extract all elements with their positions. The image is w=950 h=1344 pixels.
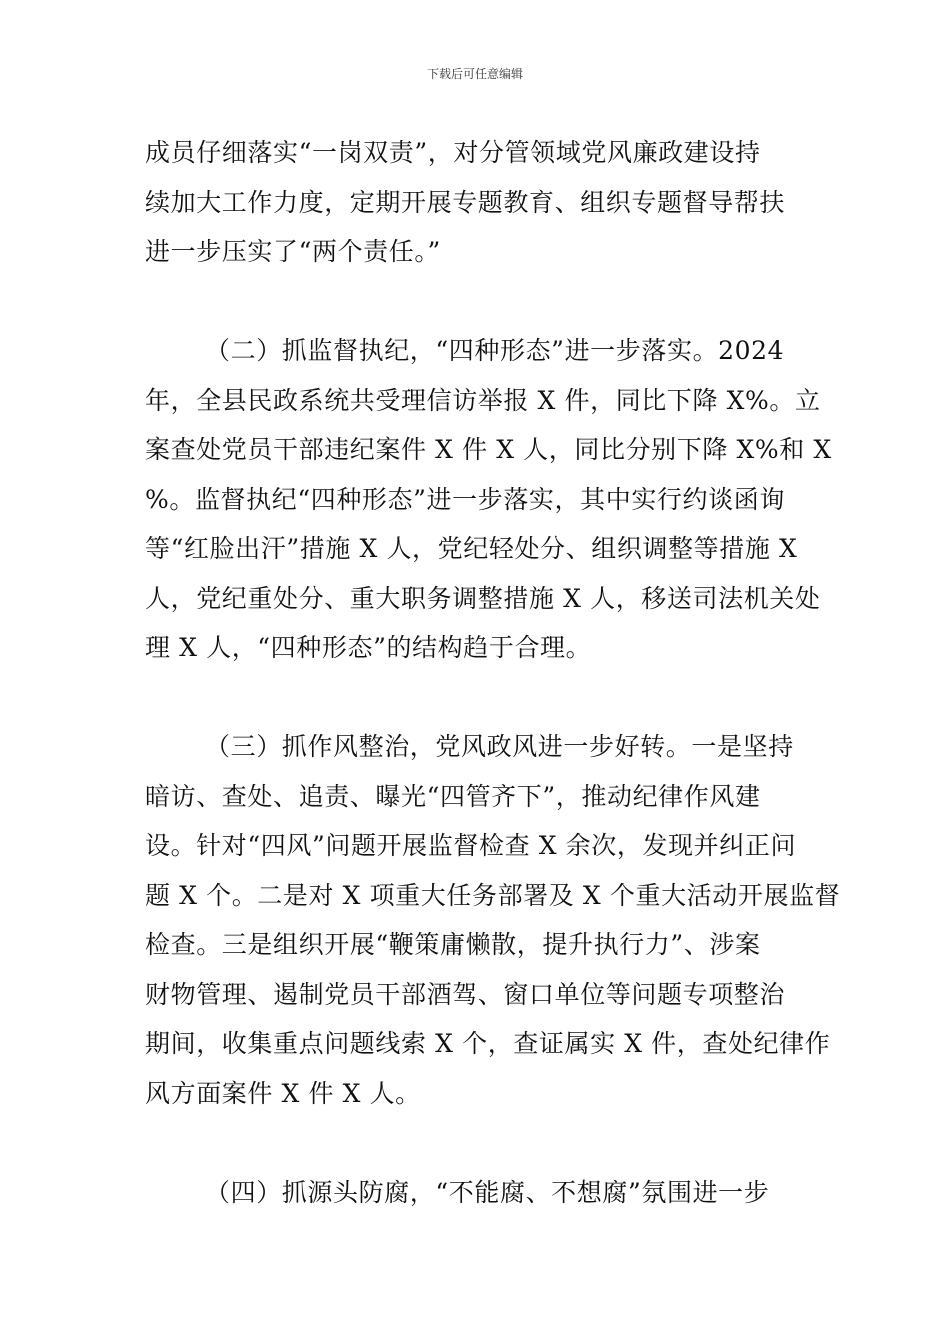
- text-line: 题 X 个。二是对 X 项重大任务部署及 X 个重大活动开展监督: [145, 880, 841, 910]
- text-line: 期间，收集重点问题线索 X 个，查证属实 X 件，查处纪律作: [145, 1029, 831, 1058]
- paragraph-continuation: [145, 128, 810, 277]
- text-line: 暗访、查处、追责、曝光“四管齐下”，推动纪律作风建: [145, 781, 761, 811]
- paragraph-section-4: [145, 1168, 810, 1218]
- text-line: 检查。三是组织开展“鞭策庸懒散，提升执行力”、涉案: [145, 930, 761, 959]
- paragraph-section-3: [145, 722, 841, 1118]
- text-line: 风方面案件 X 件 X 人。: [145, 1078, 421, 1108]
- text-line: 成员仔细落实“一岗双责”，对分管领域党风廉政建设持: [145, 138, 761, 167]
- text-line: 理 X 人，“四种形态”的结构趋于合理。: [145, 633, 592, 662]
- text-line: 进一步压实了“两个责任。”: [145, 237, 441, 266]
- text-line: 年，全县民政系统共受理信访举报 X 件，同比下降 X%。立: [145, 385, 821, 415]
- text-line: 设。针对“四风”问题开展监督检查 X 余次，发现并纠正问: [145, 831, 797, 860]
- text-line: （四）抓源头防腐，“不能腐、不想腐”氛围进一步: [205, 1177, 770, 1207]
- text-line: %。监督执纪“四种形态”进一步落实，其中实行约谈函询: [145, 484, 785, 514]
- paragraph-gap: [145, 673, 810, 723]
- text-line: 财物管理、遏制党员干部酒驾、窗口单位等问题专项整治: [145, 979, 786, 1009]
- page-header: 下载后可任意编辑: [426, 67, 523, 81]
- text-line: 人，党纪重处分、重大职务调整措施 X 人，移送司法机关处: [145, 583, 821, 613]
- paragraph-section-2: [145, 326, 832, 673]
- paragraph-gap: [145, 277, 810, 327]
- document-body: [145, 128, 841, 1217]
- text-line: 案查处党员干部违纪案件 X 件 X 人，同比分别下降 X%和 X: [145, 435, 832, 464]
- paragraph-gap: [145, 1118, 810, 1168]
- text-line: （二）抓监督执纪，“四种形态”进一步落实。2024: [205, 336, 785, 365]
- text-line: 等“红脸出汗”措施 X 人，党纪轻处分、组织调整等措施 X: [145, 534, 798, 563]
- text-line: 续加大工作力度，定期开展专题教育、组织专题督导帮扶: [145, 187, 786, 217]
- text-line: （三）抓作风整治，党风政风进一步好转。一是坚持: [205, 732, 794, 761]
